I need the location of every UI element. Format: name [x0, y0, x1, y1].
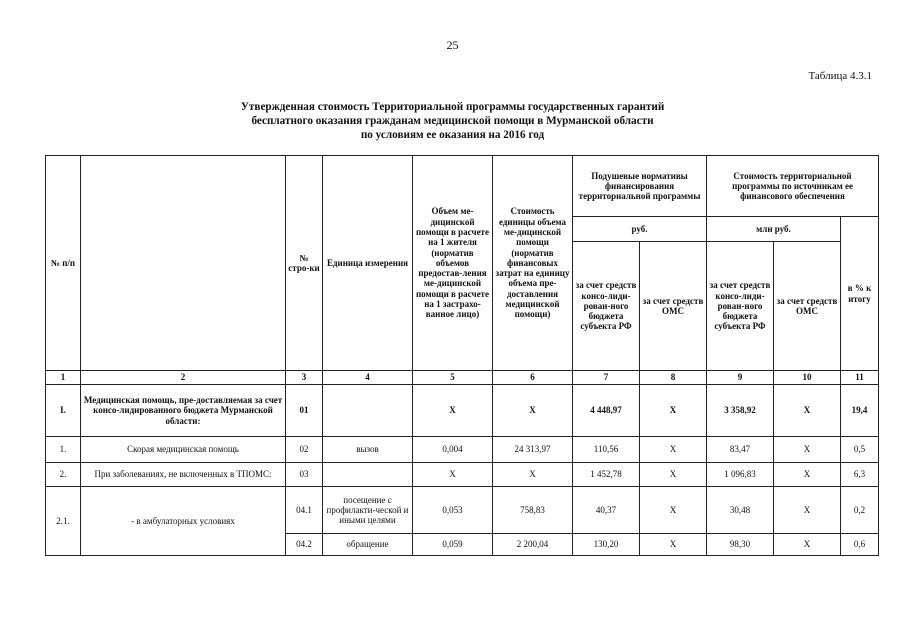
column-number-row	[46, 371, 879, 385]
column-number: 7	[573, 371, 640, 385]
row-unit: посещение с профилакти-ческой и иными целями	[323, 487, 413, 534]
row-unit	[323, 385, 413, 437]
row-unit: вызов	[323, 437, 413, 463]
row-per-capita-oms: Х	[640, 487, 707, 534]
row-per-capita-budget: 4 448,97	[573, 385, 640, 437]
header-cost-budget: за счет средств консо-лиди-рован-ного бюджета субъекта РФ	[707, 242, 774, 371]
row-percent: 0,2	[841, 487, 879, 534]
row-cost-budget: 1 096,83	[707, 463, 774, 487]
row-unit-cost: 2 200,04	[493, 534, 573, 556]
row-unit-cost: 758,83	[493, 487, 573, 534]
document-title	[0, 100, 905, 142]
row-unit-cost: Х	[493, 385, 573, 437]
cost-table	[45, 155, 879, 556]
row-index: I.	[46, 385, 81, 437]
column-number: 11	[841, 371, 879, 385]
row-cost-budget: 98,30	[707, 534, 774, 556]
column-number: 9	[707, 371, 774, 385]
row-per-capita-budget: 40,37	[573, 487, 640, 534]
row-name: - в амбулаторных условиях	[81, 487, 286, 556]
row-line-number: 03	[286, 463, 323, 487]
table-row	[46, 437, 879, 463]
title-line-2: бесплатного оказания гражданам медицинской помощи в Мурманской области	[251, 115, 654, 127]
row-cost-budget: 3 358,92	[707, 385, 774, 437]
row-per-capita-budget: 110,56	[573, 437, 640, 463]
title-line-1: Утвержденная стоимость Территориальной программы государственных гарантий	[240, 101, 665, 113]
page-number: 25	[446, 38, 459, 52]
header-cost-oms: за счет средств ОМС	[774, 242, 841, 371]
row-name: Медицинская помощь, пре-доставляемая за счет консо-лидированного бюджета Мурманской области:	[81, 385, 286, 437]
row-cost-oms: Х	[774, 463, 841, 487]
header-per-capita: Подушевые нормативы финансирования территориальной программы	[573, 156, 707, 217]
row-per-capita-oms: Х	[640, 385, 707, 437]
header-line-number: № стро-ки	[286, 156, 323, 371]
header-rub: руб.	[573, 217, 707, 242]
row-cost-oms: Х	[774, 487, 841, 534]
header-unit: Единица измерения	[323, 156, 413, 371]
row-per-capita-budget: 130,20	[573, 534, 640, 556]
header-name	[81, 156, 286, 371]
row-cost-oms: Х	[774, 534, 841, 556]
row-unit	[323, 463, 413, 487]
column-number: 2	[81, 371, 286, 385]
row-index: 1.	[46, 437, 81, 463]
title-line-3: по условиям ее оказания на 2016 год	[360, 129, 545, 141]
row-name: При заболеваниях, не включенных в ТПОМС:	[81, 463, 286, 487]
row-volume: 0,053	[413, 487, 493, 534]
row-index: 2.	[46, 463, 81, 487]
header-mln-rub: млн руб.	[707, 217, 841, 242]
header-percent: в % к итогу	[841, 217, 879, 371]
row-per-capita-oms: Х	[640, 463, 707, 487]
table-row	[46, 487, 879, 534]
header-per-capita-oms: за счет средств ОМС	[640, 242, 707, 371]
row-volume: 0,004	[413, 437, 493, 463]
row-name: Скорая медицинская помощь	[81, 437, 286, 463]
row-volume: Х	[413, 385, 493, 437]
header-program-cost: Стоимость территориальной программы по источникам ее финансового обеспечения	[707, 156, 879, 217]
row-line-number: 01	[286, 385, 323, 437]
column-number: 1	[46, 371, 81, 385]
column-number: 4	[323, 371, 413, 385]
header-per-capita-budget: за счет средств консо-лиди-рован-ного бюджета субъекта РФ	[573, 242, 640, 371]
row-index: 2.1.	[46, 487, 81, 556]
row-unit-cost: 24 313,97	[493, 437, 573, 463]
column-number: 3	[286, 371, 323, 385]
table-row	[46, 463, 879, 487]
row-unit-cost: Х	[493, 463, 573, 487]
row-cost-oms: Х	[774, 437, 841, 463]
column-number: 8	[640, 371, 707, 385]
row-percent: 0,6	[841, 534, 879, 556]
header-no: № п/п	[46, 156, 81, 371]
row-percent: 0,5	[841, 437, 879, 463]
row-percent: 19,4	[841, 385, 879, 437]
row-line-number: 04.2	[286, 534, 323, 556]
header-unit-cost: Стоимость единицы объема ме-дицинской помощи (норматив финансовых затрат на единицу объема пре-доставления медицинской помощи)	[493, 156, 573, 371]
row-cost-budget: 30,48	[707, 487, 774, 534]
row-per-capita-budget: 1 452,78	[573, 463, 640, 487]
header-volume: Объем ме-дицинской помощи в расчете на 1 жителя (норматив объемов предостав-ления ме-дицинской помощи в расчете на 1 застрахо-ванное лицо)	[413, 156, 493, 371]
row-cost-oms: Х	[774, 385, 841, 437]
row-line-number: 02	[286, 437, 323, 463]
row-volume: 0,059	[413, 534, 493, 556]
row-line-number: 04.1	[286, 487, 323, 534]
table-label: Таблица 4.3.1	[808, 70, 872, 82]
row-percent: 6,3	[841, 463, 879, 487]
row-unit: обращение	[323, 534, 413, 556]
table-row	[46, 385, 879, 437]
row-per-capita-oms: Х	[640, 534, 707, 556]
column-number: 5	[413, 371, 493, 385]
column-number: 6	[493, 371, 573, 385]
row-volume: Х	[413, 463, 493, 487]
row-cost-budget: 83,47	[707, 437, 774, 463]
row-per-capita-oms: Х	[640, 437, 707, 463]
column-number: 10	[774, 371, 841, 385]
